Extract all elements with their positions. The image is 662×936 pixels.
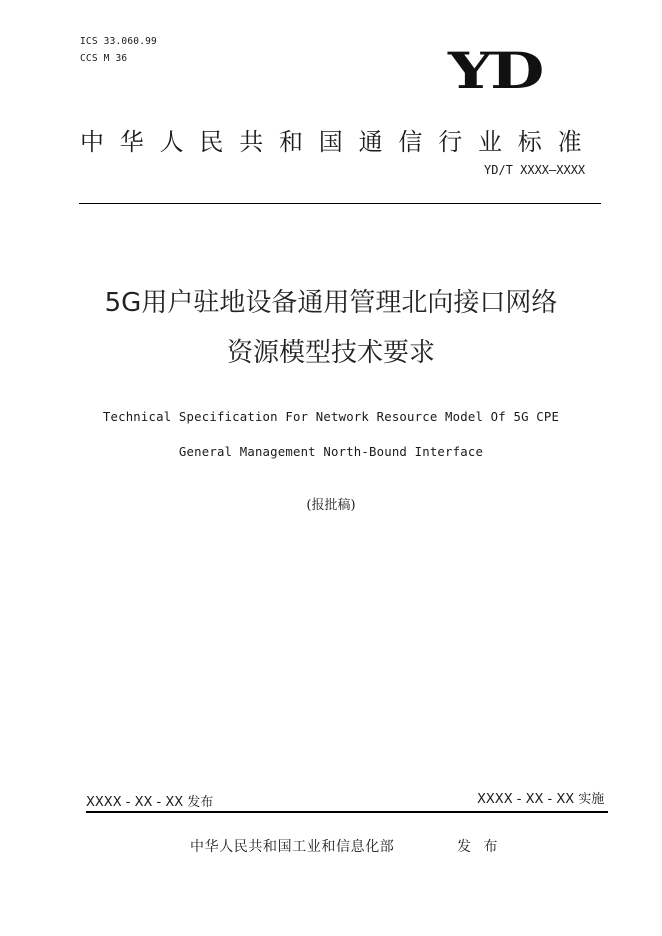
standard-number: YD/T XXXX—XXXX	[484, 163, 586, 177]
document-title-en	[40, 400, 622, 470]
draft-status: (报批稿)	[306, 498, 356, 513]
yd-logo: YD	[448, 41, 542, 100]
footer-divider	[86, 811, 608, 813]
publisher-name: 中华人民共和国工业和信息化部	[190, 839, 395, 855]
classification-codes	[80, 33, 157, 67]
document-title-cn	[40, 278, 622, 378]
implement-date: XXXX - XX - XX 实施	[477, 792, 605, 807]
publish-label: 发 布	[457, 839, 502, 855]
ccs-code: CCS M 36	[80, 53, 128, 64]
publish-date: XXXX - XX - XX 发布	[86, 795, 214, 810]
standard-category: 中华人民共和国通信行业标准	[80, 128, 598, 156]
ics-code: ICS 33.060.99	[80, 36, 157, 47]
title-en-line-1: Technical Specification For Network Resource Model Of 5G CPE	[102, 410, 560, 424]
header-divider	[79, 203, 601, 204]
title-cn-line-2: 资源模型技术要求	[226, 338, 435, 368]
title-en-line-2: General Management North-Bound Interface	[178, 445, 484, 459]
title-cn-line-1: 5G用户驻地设备通用管理北向接口网络	[104, 288, 558, 318]
